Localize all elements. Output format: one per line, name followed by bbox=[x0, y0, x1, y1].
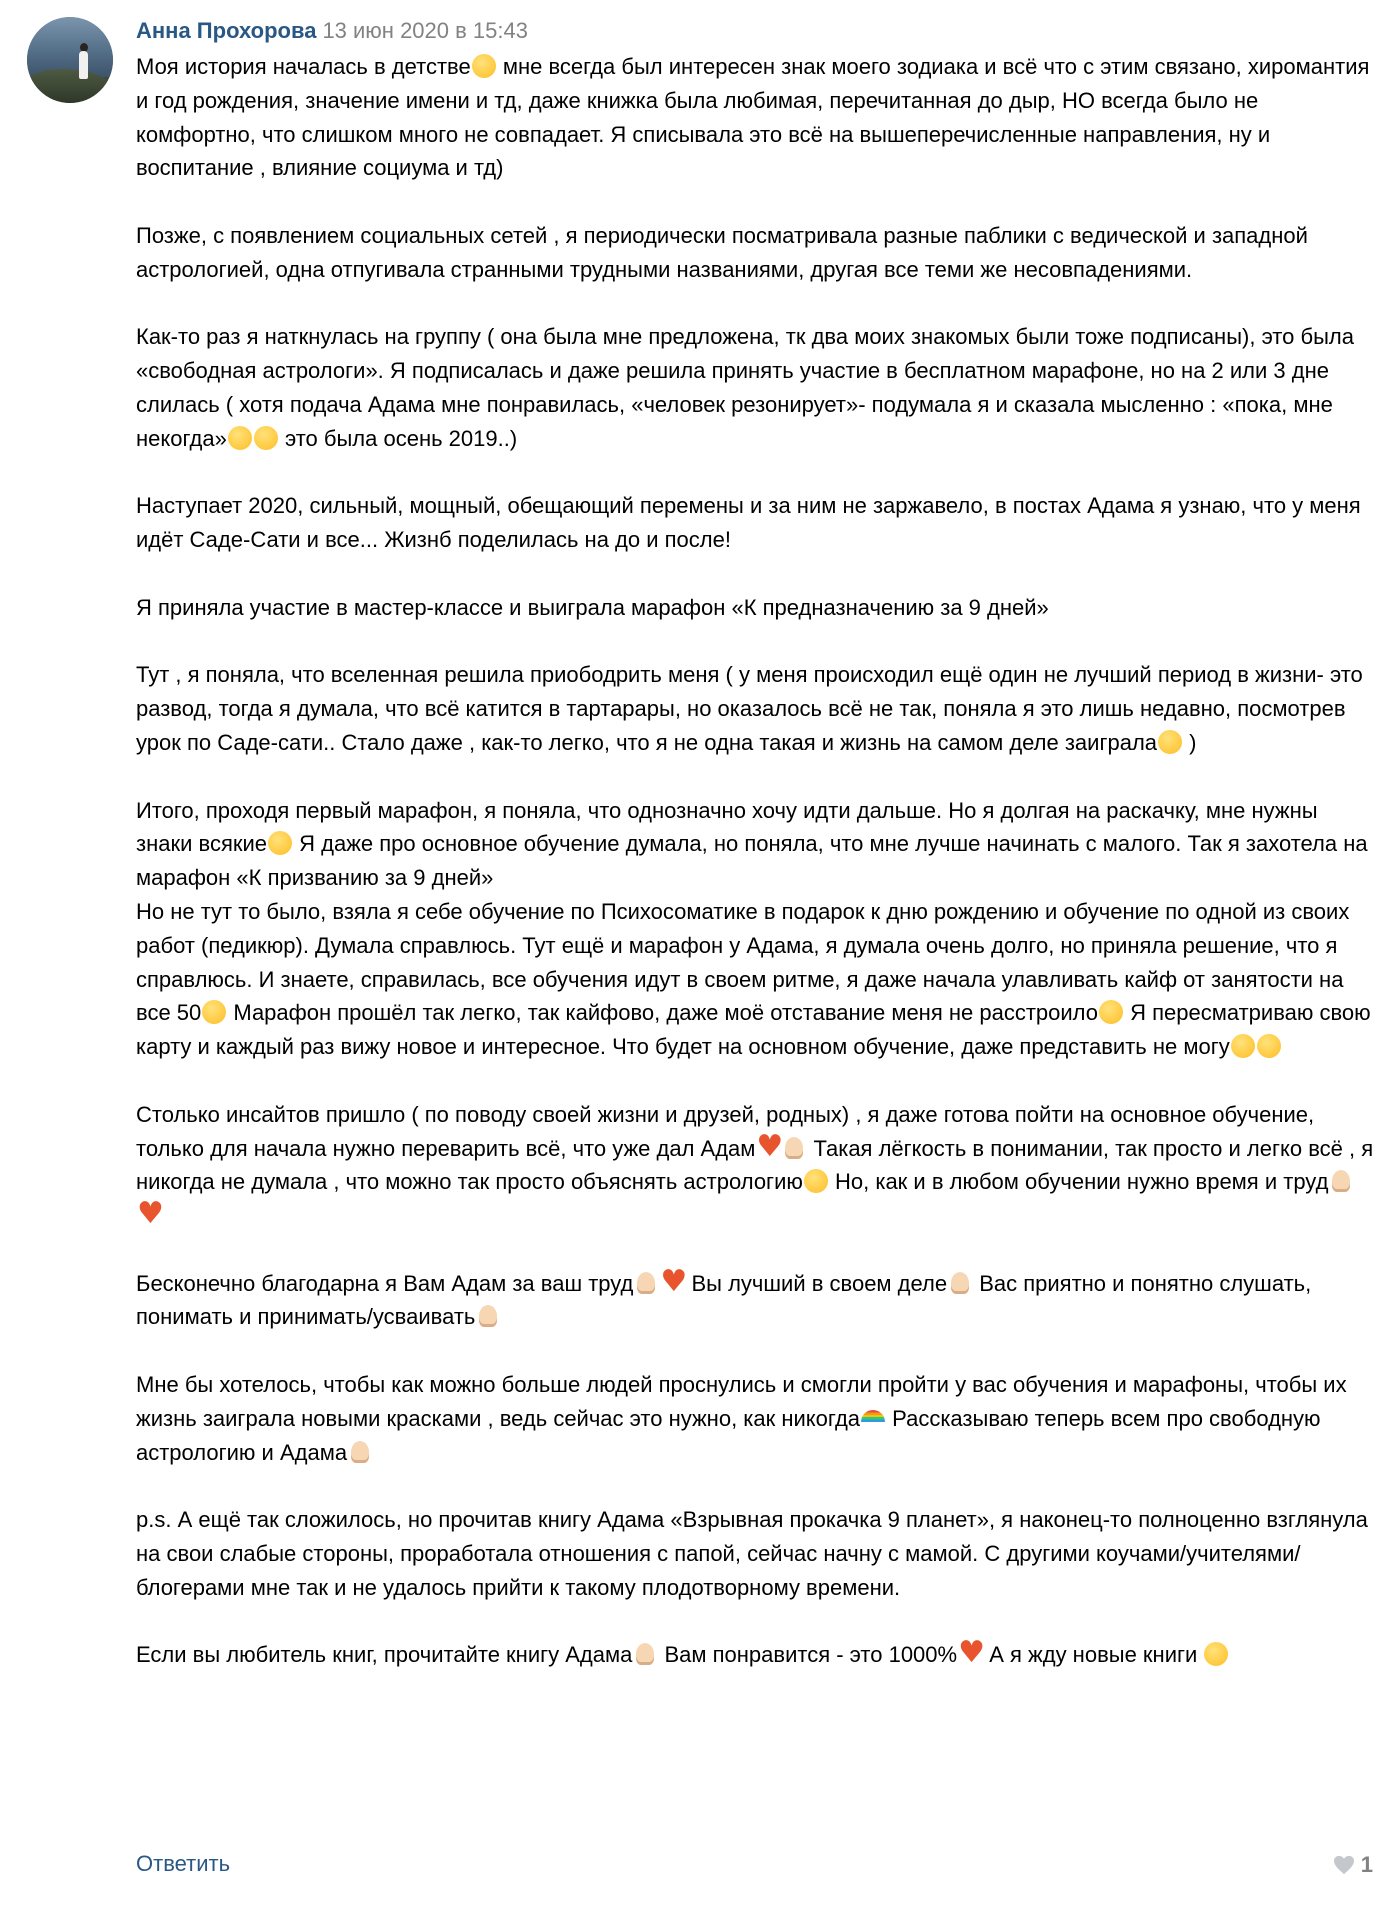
paragraph-text: ) bbox=[1183, 729, 1197, 755]
heart-emoji-icon bbox=[756, 1136, 780, 1160]
comment-header bbox=[136, 16, 528, 46]
like-button[interactable] bbox=[1333, 1851, 1373, 1879]
comment-paragraph bbox=[136, 1368, 1376, 1469]
paragraph-text: Столько инсайтов пришло ( по поводу своей жизни и друзей, родных) , я даже готова пойти на основное обучение, только для начала нужно переварить всё, что уже дал Адам bbox=[136, 1101, 1315, 1161]
paragraph-text: Бесконечно благодарна я Вам Адам за ваш труд bbox=[136, 1270, 634, 1296]
face-emoji-icon bbox=[1099, 1000, 1123, 1024]
author-name[interactable]: Анна Прохорова bbox=[136, 18, 317, 43]
paragraph-text: Если вы любитель книг, прочитайте книгу Адама bbox=[136, 1642, 633, 1668]
heart-emoji-icon bbox=[137, 1203, 161, 1227]
face-emoji-icon bbox=[228, 426, 252, 450]
comment-paragraph bbox=[136, 658, 1376, 759]
comment-paragraph bbox=[136, 219, 1376, 287]
paragraph-text: Вас приятно и понятно слушать, понимать и принимать/усваивать bbox=[136, 1270, 1312, 1330]
paragraph-gap bbox=[136, 760, 1376, 794]
paragraph-gap bbox=[136, 1064, 1376, 1098]
reply-button[interactable]: Ответить bbox=[136, 1851, 231, 1876]
paragraph-text: Моя история началась в детстве bbox=[136, 54, 471, 79]
comment-paragraph bbox=[136, 1638, 1376, 1672]
paragraph-text: Такая лёгкость в понимании, так просто и легко всё , я никогда не думала , что можно так просто объяснять астрологию bbox=[136, 1135, 1374, 1195]
comment-paragraph bbox=[136, 1503, 1376, 1604]
pray-emoji-icon bbox=[633, 1642, 657, 1666]
face-emoji-icon bbox=[268, 831, 292, 855]
comment-paragraph bbox=[136, 320, 1376, 455]
paragraph-text: Я пересматриваю свою карту и каждый раз вижу новое и интересное. Что будет на основном обучение, даже представить не могу bbox=[136, 1000, 1371, 1060]
comment-paragraph bbox=[136, 794, 1376, 895]
paragraph-text: Вам понравится - это 1000% bbox=[658, 1642, 958, 1668]
avatar-sea bbox=[27, 17, 113, 77]
pray-emoji-icon bbox=[1329, 1169, 1353, 1193]
face-emoji-icon bbox=[804, 1169, 828, 1193]
pray-emoji-icon bbox=[348, 1440, 372, 1464]
paragraph-text: это была осень 2019..) bbox=[278, 425, 518, 451]
comment-paragraph bbox=[136, 895, 1376, 1064]
heart-emoji-icon bbox=[958, 1642, 982, 1666]
avatar[interactable] bbox=[27, 17, 113, 103]
rainbow-emoji-icon bbox=[861, 1406, 885, 1430]
paragraph-text: Итого, проходя первый марафон, я поняла, что однозначно хочу идти дальше. Но я долгая на раскачку, мне нужны знаки всякие bbox=[136, 797, 1318, 857]
paragraph-text: Но, как и в любом обучении нужно время и труд bbox=[828, 1169, 1329, 1195]
paragraph-text: Как-то раз я наткнулась на группу ( она была мне предложена, тк два моих знакомых были тоже подписаны), это была «свободная астрологи». Я подписалась и даже решила принять участие в бесплатном марафоне, но на 2 или 3 дне слилась ( хотя подача Адама мне понравилась, «человек резонирует»- подумала я и сказала мысленно : «пока, мне некогда» bbox=[136, 324, 1354, 451]
paragraph-gap bbox=[136, 185, 1376, 219]
paragraph-text: мне всегда был интересен знак моего зодиака и всё что с этим связано, хиромантия и год рождения, значение имени и тд, даже книжка была любимая, перечитанная до дыр, НО всегда было не комфортно, что слишком много не совпадает. Я списывала это всё на вышеперечисленные направления, ну и воспитание , влияние социума и тд) bbox=[136, 54, 1370, 181]
paragraph-gap bbox=[136, 1233, 1376, 1267]
face-emoji-icon bbox=[1158, 730, 1182, 754]
paragraph-text: А я жду новые книги bbox=[983, 1642, 1204, 1668]
face-emoji-icon bbox=[254, 426, 278, 450]
paragraph-gap bbox=[136, 1334, 1376, 1368]
paragraph-text: Я приняла участие в мастер-классе и выиграла марафон «К предназначению за 9 дней» bbox=[136, 594, 1049, 620]
face-emoji-icon bbox=[202, 1000, 226, 1024]
paragraph-text: Марафон прошёл так легко, так кайфово, даже моё отставание меня не расстроило bbox=[227, 1000, 1098, 1026]
paragraph-text: Позже, с появлением социальных сетей , я периодически посматривала разные паблики с ведической и западной астрологией, одна отпугивала странными трудными названиями, другая все теми же несовпадениями. bbox=[136, 222, 1308, 282]
paragraph-gap bbox=[136, 557, 1376, 591]
face-emoji-icon bbox=[1231, 1034, 1255, 1058]
likes-count: 1 bbox=[1360, 1852, 1373, 1877]
comment-paragraph bbox=[136, 591, 1376, 625]
paragraph-text: Тут , я поняла, что вселенная решила приободрить меня ( у меня происходил ещё один не лучший период в жизни- это развод, тогда я думала, что всё катится в тартарары, но оказалось всё не так, поняла я это лишь недавно, посмотрев урок по Саде-сати.. Стало даже , как-то легко, что я не одна такая и жизнь на самом деле заиграла bbox=[136, 662, 1363, 755]
comment-paragraph bbox=[136, 489, 1376, 557]
face-emoji-icon bbox=[1257, 1034, 1281, 1058]
pray-emoji-icon bbox=[476, 1304, 500, 1328]
heart-icon bbox=[1333, 1855, 1355, 1875]
paragraph-text: Но не тут то было, взяла я себе обучение по Психосоматике в подарок к дню рождению и обучение по одной из своих работ (педикюр). Думала справлюсь. Тут ещё и марафон у Адама, я думала очень долго, но приняла решение, что я справлюсь. И знаете, справилась, все обучения идут в своем ритме, я даже начала улавливать кайф от занятости на все 50 bbox=[136, 898, 1350, 1026]
comment-text bbox=[136, 50, 1376, 1672]
face-emoji-icon bbox=[1204, 1642, 1228, 1666]
comment-paragraph bbox=[136, 50, 1376, 185]
avatar-figure bbox=[79, 51, 88, 79]
paragraph-gap bbox=[136, 1469, 1376, 1503]
comment-date[interactable]: 13 июн 2020 в 15:43 bbox=[322, 18, 528, 43]
pray-emoji-icon bbox=[782, 1136, 806, 1160]
paragraph-text: p.s. А ещё так сложилось, но прочитав книгу Адама «Взрывная прокачка 9 планет», я наконец-то полноценно взглянула на свои слабые стороны, проработала отношения с папой, сейчас начну с мамой. С другими коучами/учителями/блогерами мне так и не удалось прийти к такому плодотворному времени. bbox=[136, 1507, 1368, 1600]
paragraph-text: Рассказываю теперь всем про свободную астрологию и Адама bbox=[136, 1405, 1321, 1465]
paragraph-gap bbox=[136, 1605, 1376, 1639]
paragraph-gap bbox=[136, 456, 1376, 490]
heart-emoji-icon bbox=[660, 1271, 684, 1295]
pray-emoji-icon bbox=[634, 1271, 658, 1295]
comment-paragraph bbox=[136, 1098, 1376, 1233]
paragraph-gap bbox=[136, 287, 1376, 321]
paragraph-text: Я даже про основное обучение думала, но поняла, что мне лучше начинать с малого. Так я захотела на марафон «К призванию за 9 дней» bbox=[136, 831, 1368, 891]
pray-emoji-icon bbox=[948, 1271, 972, 1295]
comment-footer bbox=[136, 1849, 230, 1879]
face-emoji-icon bbox=[472, 54, 496, 78]
paragraph-text: Вы лучший в своем деле bbox=[685, 1270, 948, 1296]
comment-paragraph bbox=[136, 1267, 1376, 1335]
paragraph-text: Мне бы хотелось, чтобы как можно больше людей проснулись и смогли пройти у вас обучения и марафоны, чтобы их жизнь заиграла новыми красками , ведь сейчас это нужно, как никогда bbox=[136, 1372, 1347, 1431]
paragraph-text: Наступает 2020, сильный, мощный, обещающий перемены и за ним не заржавело, в постах Адама я узнаю, что у меня идёт Саде-Сати и все... Жизнб поделилась на до и после! bbox=[136, 493, 1361, 553]
paragraph-gap bbox=[136, 625, 1376, 659]
